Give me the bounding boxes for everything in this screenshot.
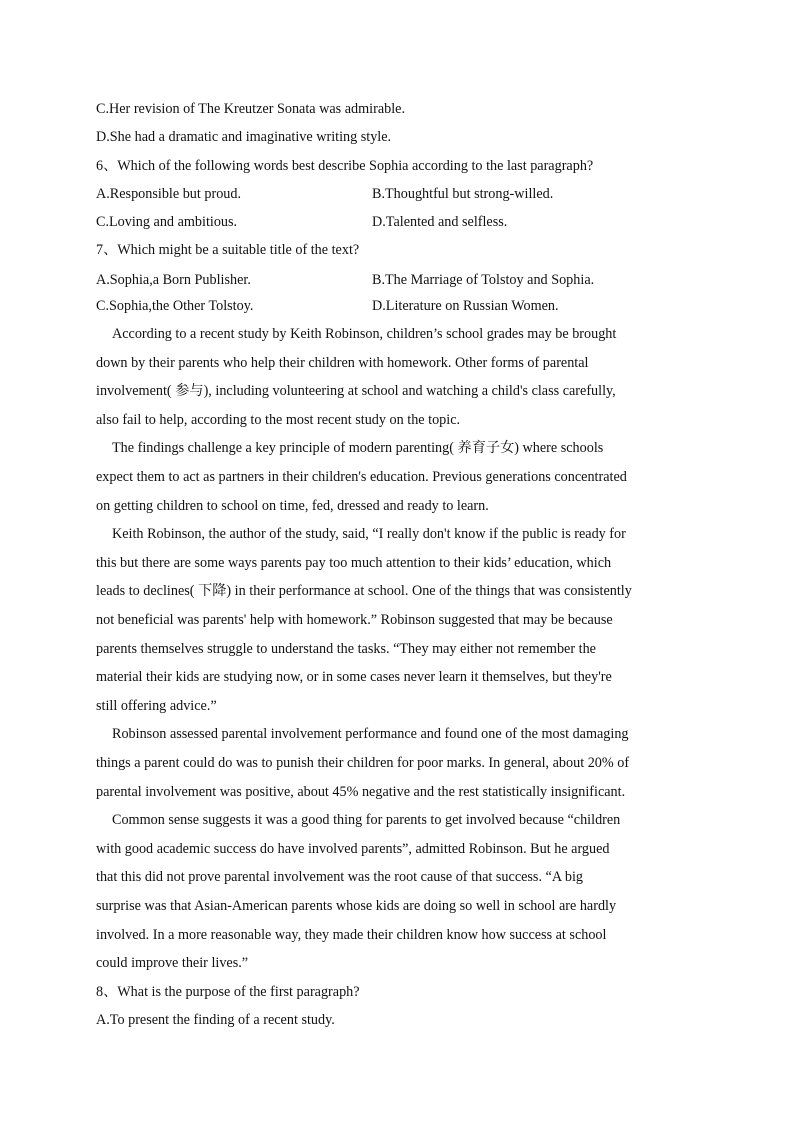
passage-line: this but there are some ways parents pay too much attention to their kids’ education, which	[96, 554, 612, 571]
passage-paragraph-5	[96, 806, 706, 978]
option-5c: C.Her revision of The Kreutzer Sonata was admirable.	[96, 101, 406, 117]
passage-line: on getting children to school on time, fed, dressed and ready to learn.	[96, 497, 489, 514]
passage-line: Robinson assessed parental involvement performance and found one of the most damaging	[112, 726, 629, 743]
question-7-options-row-2	[96, 292, 706, 320]
passage-line: surprise was that Asian-American parents whose kids are doing so well in school are hardly	[96, 897, 617, 914]
passage-line: not beneficial was parents' help with homework.” Robinson suggested that may be because	[96, 612, 613, 629]
option-8a: A.To present the finding of a recent study.	[96, 1012, 335, 1029]
passage-line: The findings challenge a key principle of modern parenting( 养育子女) where schools	[112, 440, 604, 457]
option-6b: B.Thoughtful but strong-willed.	[372, 185, 554, 202]
option-6a: A.Responsible but proud.	[96, 185, 242, 202]
option-7a: A.Sophia,a Born Publisher.	[96, 271, 251, 288]
passage-paragraph-4	[96, 720, 706, 806]
passage-line: According to a recent study by Keith Robinson, children’s school grades may be brought	[112, 326, 617, 343]
question-6-options-row-2	[96, 208, 706, 236]
passage-line: still offering advice.”	[96, 697, 217, 714]
question-7-options-row-1	[96, 265, 706, 292]
document-page	[96, 95, 706, 1034]
question-7: 7、Which might be a suitable title of the text?	[96, 242, 360, 259]
passage-line: expect them to act as partners in their children's education. Previous generations concentrated	[96, 469, 627, 486]
passage-line: that this did not prove parental involvement was the root cause of that success. “A big	[96, 869, 583, 886]
option-6c: C.Loving and ambitious.	[96, 214, 238, 231]
passage-line: parental involvement was positive, about 45% negative and the rest statistically insignificant.	[96, 783, 626, 800]
option-7d: D.Literature on Russian Women.	[372, 297, 559, 314]
passage-line: down by their parents who help their children with homework. Other forms of parental	[96, 354, 589, 371]
passage-paragraph-3	[96, 520, 706, 720]
passage-line: with good academic success do have involved parents”, admitted Robinson. But he argued	[96, 840, 610, 857]
question-8: 8、What is the purpose of the first paragraph?	[96, 983, 360, 1000]
option-6d: D.Talented and selfless.	[372, 214, 508, 231]
passage-line: Keith Robinson, the author of the study, said, “I really don't know if the public is ready for	[112, 526, 626, 543]
option-7b: B.The Marriage of Tolstoy and Sophia.	[372, 271, 595, 288]
passage-line: involvement( 参与), including volunteering at school and watching a child's class carefully,	[96, 383, 616, 400]
passage-line: Common sense suggests it was a good thing for parents to get involved because “children	[112, 812, 621, 829]
passage-paragraph-1	[96, 320, 706, 434]
passage-line: could improve their lives.”	[96, 955, 249, 972]
passage-line: also fail to help, according to the most recent study on the topic.	[96, 411, 461, 428]
question-6: 6、Which of the following words best describe Sophia according to the last paragraph?	[96, 157, 594, 174]
option-5d: D.She had a dramatic and imaginative writing style.	[96, 129, 392, 146]
option-7c: C.Sophia,the Other Tolstoy.	[96, 297, 254, 314]
passage-line: material their kids are studying now, or in some cases never learn it themselves, but they're	[96, 669, 612, 686]
passage-line: parents themselves struggle to understand the tasks. “They may either not remember the	[96, 640, 596, 657]
passage-line: involved. In a more reasonable way, they made their children know how success at school	[96, 926, 607, 943]
passage-line: things a parent could do was to punish their children for poor marks. In general, about 20% of	[96, 754, 630, 771]
passage-paragraph-2	[96, 434, 706, 520]
passage-line: leads to declines( 下降) in their performance at school. One of the things that was consistently	[96, 583, 632, 600]
question-6-options-row-1	[96, 180, 706, 208]
